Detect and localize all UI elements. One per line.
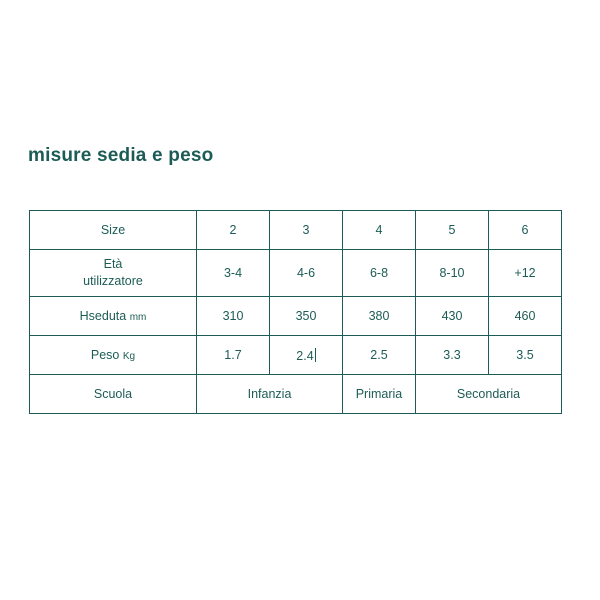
cell-peso-3 — [270, 336, 343, 375]
cell-eta-6: +12 — [489, 250, 562, 297]
page-title: misure sedia e peso — [28, 145, 214, 166]
row-label-scuola: Scuola — [30, 375, 197, 414]
cell-scuola-primaria: Primaria — [343, 375, 416, 414]
row-label-hseduta-unit: mm — [129, 312, 147, 323]
cell-size-2: 2 — [197, 211, 270, 250]
table-row — [30, 211, 562, 250]
cell-hseduta-3: 350 — [270, 297, 343, 336]
table-row — [30, 336, 562, 375]
cell-size-3: 3 — [270, 211, 343, 250]
table-row — [30, 297, 562, 336]
cell-hseduta-5: 430 — [416, 297, 489, 336]
row-label-peso-text: Peso — [90, 348, 120, 362]
cell-hseduta-6: 460 — [489, 297, 562, 336]
cell-size-4: 4 — [343, 211, 416, 250]
row-label-eta — [30, 250, 197, 297]
cell-size-6: 6 — [489, 211, 562, 250]
cell-scuola-infanzia: Infanzia — [197, 375, 343, 414]
cell-hseduta-2: 310 — [197, 297, 270, 336]
cell-eta-3: 4-6 — [270, 250, 343, 297]
table-row — [30, 375, 562, 414]
row-label-hseduta — [30, 297, 197, 336]
text-caret — [315, 348, 316, 362]
cell-eta-4: 6-8 — [343, 250, 416, 297]
cell-scuola-secondaria: Secondaria — [416, 375, 562, 414]
row-label-eta-line1: Età — [103, 257, 123, 272]
cell-hseduta-4: 380 — [343, 297, 416, 336]
cell-peso-2: 1.7 — [197, 336, 270, 375]
table-row — [30, 250, 562, 297]
cell-eta-2: 3-4 — [197, 250, 270, 297]
cell-peso-6: 3.5 — [489, 336, 562, 375]
cell-peso-4: 2.5 — [343, 336, 416, 375]
cell-size-5: 5 — [416, 211, 489, 250]
row-label-size: Size — [30, 211, 197, 250]
cell-peso-3-text: 2.4 — [296, 348, 314, 363]
measures-table-container — [29, 210, 557, 414]
row-label-hseduta-text: Hseduta — [79, 309, 127, 323]
row-label-eta-line2: utilizzatore — [83, 274, 143, 288]
measures-table — [29, 210, 562, 414]
cell-eta-5: 8-10 — [416, 250, 489, 297]
cell-peso-5: 3.3 — [416, 336, 489, 375]
row-label-peso-unit: Kg — [122, 351, 136, 362]
row-label-peso — [30, 336, 197, 375]
